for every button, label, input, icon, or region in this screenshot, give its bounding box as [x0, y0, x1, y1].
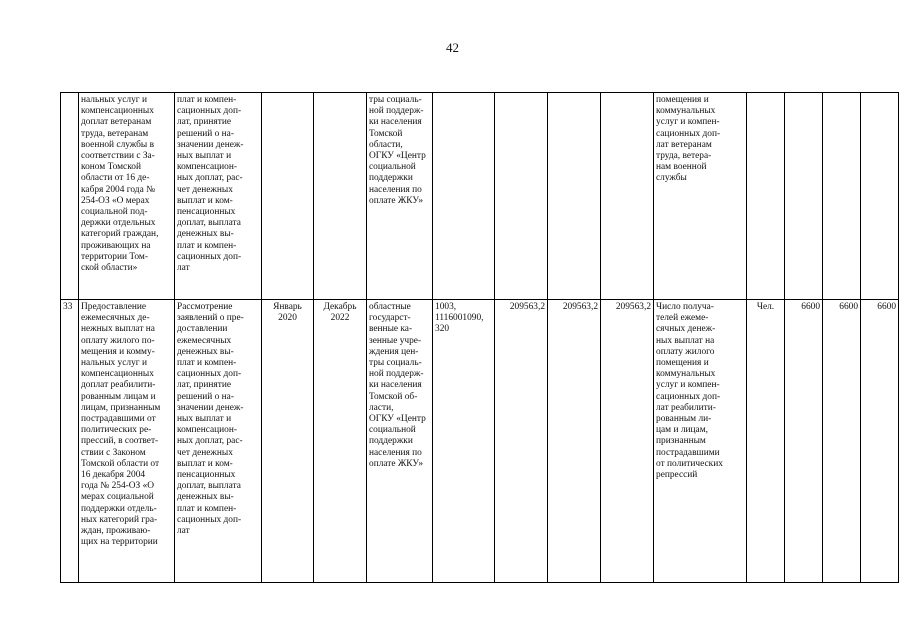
table-row	[61, 93, 899, 300]
funding-2022-cell: 209563,2	[601, 300, 654, 583]
executor-cell: тры социаль- ной поддерж- ки населения Томской области, ОГКУ «Центр социальной поддержки населения по оплате ЖКУ»	[367, 93, 433, 300]
measure-content-cell: Рассмотрение заявлений о пре- доставлении ежемесячных денежных вы- плат и компен- сационных доп- лат, принятие решений о на- значении денеж- ных выплат и компенсацион- ных доплат, рас- чет денежных выплат и ком- пенсационных доплат, выплата денежных вы- плат и компен- сационных доп- лат	[175, 300, 262, 583]
unit-cell: Чел.	[747, 300, 785, 583]
end-date-cell: Декабрь 2022	[314, 300, 367, 583]
indicator-name-cell: Число получа- телей ежеме- сячных денеж- ных выплат на оплату жилого помещения и коммунальных услуг и компен- сационных доп- лат реабилити- рованным ли- цам и лицам, признанным пострадавшими от политических репрессий	[654, 300, 747, 583]
executor-cell: областные государст- венные ка- зенные учре- ждения цен- тры социаль- ной поддерж- ки населения Томской об- ласти, ОГКУ «Центр социальной поддержки населения по оплате ЖКУ»	[367, 300, 433, 583]
program-table	[60, 92, 899, 583]
target-2021-cell: 6600	[823, 300, 861, 583]
measure-content-cell: плат и компен- сационных доп- лат, принятие решений о на- значении денеж- ных выплат и компенсацион- ных доплат, рас- чет денежных выплат и ком- пенсационных доплат, выплата денежных вы- плат и компен- сационных доп- лат	[175, 93, 262, 300]
funding-2021-cell	[548, 93, 601, 300]
end-date-cell	[314, 93, 367, 300]
target-2021-cell	[823, 93, 861, 300]
funding-2021-cell: 209563,2	[548, 300, 601, 583]
funding-2020-cell	[495, 93, 548, 300]
row-number-cell	[61, 93, 79, 300]
indicator-name-cell: помещения и коммунальных услуг и компен- сационных доп- лат ветеранам труда, ветера- нам военной службы	[654, 93, 747, 300]
row-number-cell: 33	[61, 300, 79, 583]
page-number: 42	[446, 40, 459, 55]
start-date-cell: Январь 2020	[262, 300, 314, 583]
start-date-cell	[262, 93, 314, 300]
funding-2020-cell: 209563,2	[495, 300, 548, 583]
target-2020-cell: 6600	[785, 300, 823, 583]
measure-name-cell: нальных услуг и компенсационных доплат ветеранам труда, ветеранам военной службы в соответствии с За- коном Томской области от 16 де- кабря 2004 года № 254-ОЗ «О мерах социальной под- держки отдельных категорий граждан, проживающих на территории Том- ской области»	[79, 93, 175, 300]
funding-2022-cell	[601, 93, 654, 300]
measure-name-cell: Предоставление ежемесячных де- нежных выплат на оплату жилого по- мещения и комму- нальных услуг и компенсационных доплат реабилити- рованным лицам и лицам, признанным пострадавшими от политических ре- прессий, в соответ- ствии с Законом Томской области от 16 декабря 2004 года № 254-ОЗ «О мерах социальной поддержки отдель- ных категорий гра- ждан, проживаю- щих на территории	[79, 300, 175, 583]
table-row	[61, 300, 899, 583]
budget-code-cell	[433, 93, 495, 300]
target-2020-cell	[785, 93, 823, 300]
unit-cell	[747, 93, 785, 300]
target-2022-cell: 6600	[861, 300, 899, 583]
target-2022-cell	[861, 93, 899, 300]
budget-code-cell: 1003, 1116001090, 320	[433, 300, 495, 583]
